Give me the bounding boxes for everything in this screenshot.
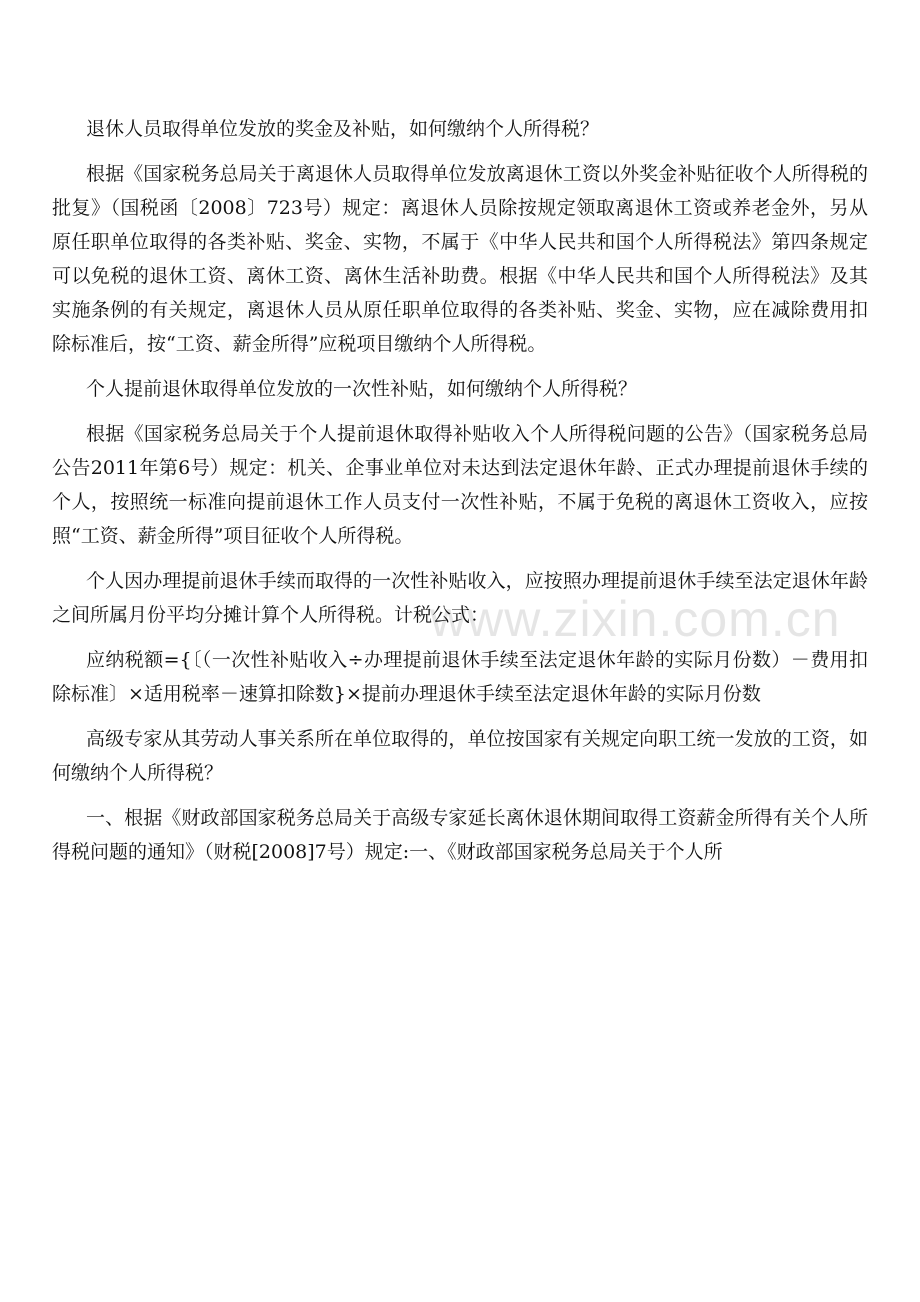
question-retiree-bonus: 退休人员取得单位发放的奖金及补贴，如何缴纳个人所得税？ xyxy=(86,118,600,140)
answer-early-retirement-subsidy: 根据《国家税务总局关于个人提前退休取得补贴收入个人所得税问题的公告》（国家税务总局公告2011年第6号）规定：机关、企事业单位对未达到法定退休年龄、正式办理提前退休手续的个人，按照统一标准向提前退休工作人员支付一次性补贴，不属于免税的离退休工资收入，应按照“工资、薪金所得”项目征收个人所得税。 xyxy=(52,423,868,547)
site-watermark: www.zixin.com.cn xyxy=(430,591,841,647)
question-senior-expert-salary: 高级专家从其劳动人事关系所在单位取得的，单位按国家有关规定向职工统一发放的工资，如何缴纳个人所得税？ xyxy=(52,728,868,784)
tax-formula: 应纳税额={〔（一次性补贴收入÷办理提前退休手续至法定退休年龄的实际月份数）－费用扣除标准〕×适用税率－速算扣除数}×提前办理退休手续至法定退休年龄的实际月份数 xyxy=(52,649,868,705)
document-body xyxy=(52,112,868,880)
answer-senior-expert-salary: 一、根据《财政部国家税务总局关于高级专家延长离休退休期间取得工资薪金所得有关个人所得税问题的通知》（财税[2008]7号）规定:一、《财政部国家税务总局关于个人所 xyxy=(52,807,868,863)
answer-retiree-bonus: 根据《国家税务总局关于离退休人员取得单位发放离退休工资以外奖金补贴征收个人所得税的批复》（国税函〔2008〕723号）规定：离退休人员除按规定领取离退休工资或养老金外，另从原任职单位取得的各类补贴、奖金、实物，不属于《中华人民共和国个人所得税法》第四条规定可以免税的退休工资、离休工资、离休生活补助费。根据《中华人民共和国个人所得税法》及其实施条例的有关规定，离退休人员从原任职单位取得的各类补贴、奖金、实物，应在减除费用扣除标准后，按“工资、薪金所得”应税项目缴纳个人所得税。 xyxy=(52,163,868,355)
early-retirement-allocation-rule: 个人因办理提前退休手续而取得的一次性补贴收入，应按照办理提前退休手续至法定退休年龄之间所属月份平均分摊计算个人所得税。计税公式： xyxy=(52,570,868,626)
question-early-retirement-subsidy: 个人提前退休取得单位发放的一次性补贴，如何缴纳个人所得税？ xyxy=(86,378,638,400)
